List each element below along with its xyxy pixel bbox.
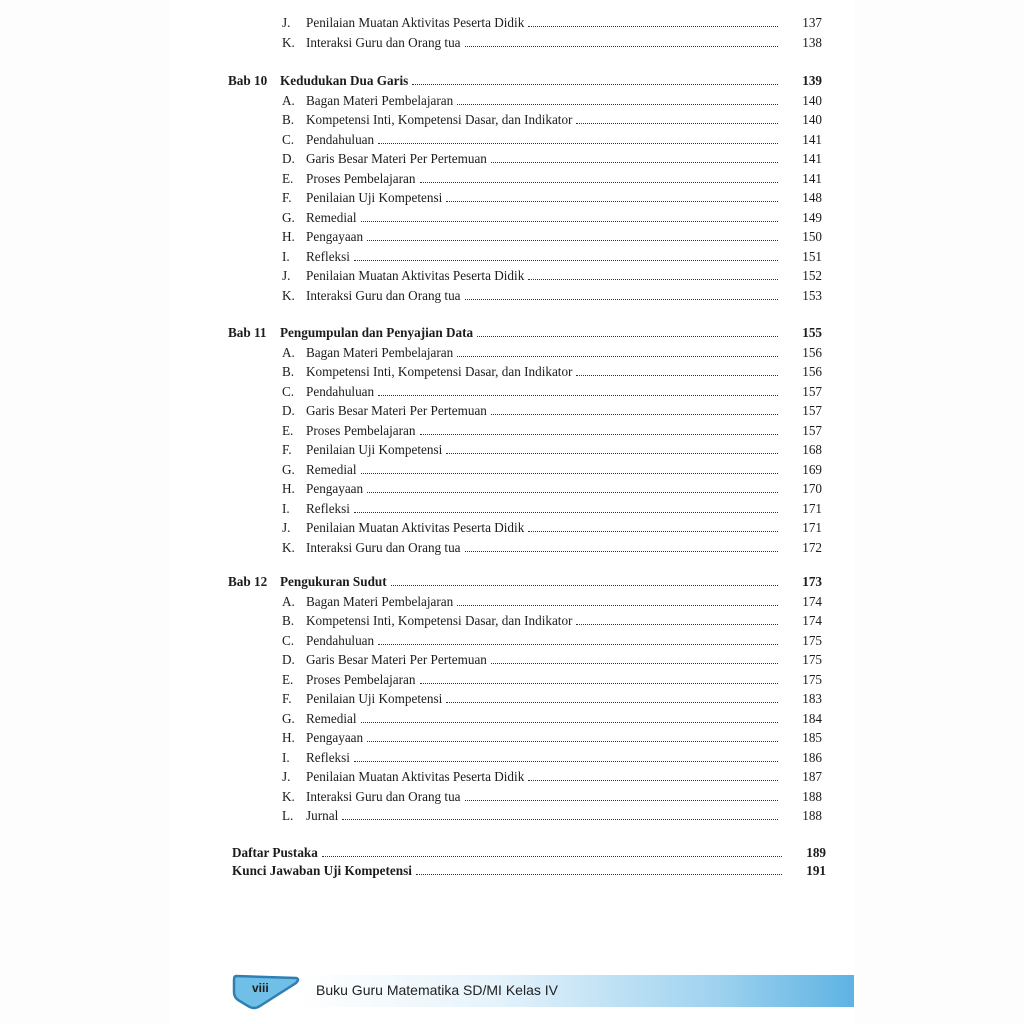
entry-title: Proses Pembelajaran <box>306 422 416 438</box>
dot-leader <box>576 611 778 625</box>
entry-page: 171 <box>802 500 822 516</box>
entry-line <box>280 572 822 591</box>
entry-line <box>306 806 822 825</box>
entry-letter: K. <box>282 287 295 303</box>
entry-line <box>306 499 822 518</box>
entry-line <box>306 286 822 305</box>
entry-letter: I. <box>282 248 290 264</box>
entry-page: 191 <box>806 863 826 878</box>
entry-letter: A. <box>282 344 295 360</box>
entry-title: Daftar Pustaka <box>232 845 318 860</box>
entry-title: Kompetensi Inti, Kompetensi Dasar, dan Indikator <box>306 112 573 127</box>
entry-title: Penilaian Uji Kompetensi <box>306 691 443 706</box>
dot-leader <box>416 861 782 875</box>
entry-page: 157 <box>802 383 822 399</box>
entry-letter: L. <box>282 808 294 823</box>
dot-leader <box>354 247 778 261</box>
entry-line <box>306 362 822 381</box>
entry-page: 174 <box>802 613 822 628</box>
dot-leader <box>367 479 778 493</box>
entry-letter: E. <box>282 170 294 186</box>
dot-leader <box>491 401 778 415</box>
entry-page: 157 <box>802 422 822 438</box>
entry-line <box>306 650 822 669</box>
entry-line <box>306 670 822 689</box>
dot-leader <box>354 499 778 513</box>
entry-line <box>306 728 822 747</box>
entry-title: Interaksi Guru dan Orang tua <box>306 34 461 50</box>
entry-page: 148 <box>802 190 822 205</box>
entry-line <box>232 861 826 880</box>
dot-leader <box>420 169 779 183</box>
entry-letter: E. <box>282 422 294 438</box>
dot-leader <box>361 460 778 474</box>
entry-title: Remedial <box>306 710 357 726</box>
entry-title: Garis Besar Materi Per Pertemuan <box>306 151 487 166</box>
entry-title: Kedudukan Dua Garis <box>280 73 409 88</box>
entry-page: 141 <box>802 151 822 166</box>
entry-line <box>306 631 822 650</box>
entry-line <box>306 130 822 149</box>
entry-page: 187 <box>802 769 822 784</box>
entry-letter: J. <box>282 769 291 784</box>
entry-letter: J. <box>282 268 291 283</box>
entry-page: 168 <box>802 442 822 457</box>
entry-line <box>306 91 822 110</box>
entry-title: Remedial <box>306 461 357 477</box>
entry-line <box>232 843 826 862</box>
entry-title: Pengumpulan dan Penyajian Data <box>280 325 474 340</box>
entry-line <box>306 460 822 479</box>
dot-leader <box>465 33 778 47</box>
entry-letter: K. <box>282 788 295 804</box>
entry-line <box>306 227 822 246</box>
entry-letter: A. <box>282 593 295 609</box>
entry-title: Remedial <box>306 209 357 225</box>
entry-title: Proses Pembelajaran <box>306 671 416 687</box>
dot-leader <box>465 538 778 552</box>
entry-page: 174 <box>802 593 822 609</box>
dot-leader <box>391 572 778 586</box>
entry-title: Penilaian Muatan Aktivitas Peserta Didik <box>306 769 525 784</box>
entry-line <box>306 518 822 537</box>
dot-leader <box>378 631 778 645</box>
entry-title: Pendahuluan <box>306 131 375 147</box>
entry-letter: I. <box>282 749 290 765</box>
entry-title: Pendahuluan <box>306 632 375 648</box>
entry-page: 155 <box>802 325 822 340</box>
entry-page: 150 <box>802 229 822 244</box>
entry-line <box>306 266 822 285</box>
dot-leader <box>491 650 778 664</box>
entry-letter: H. <box>282 481 295 496</box>
entry-title: Proses Pembelajaran <box>306 170 416 186</box>
dot-leader <box>457 592 778 606</box>
dot-leader <box>322 843 782 857</box>
dot-leader <box>446 188 778 202</box>
entry-page: 152 <box>802 268 822 283</box>
entry-letter: K. <box>282 34 295 50</box>
entry-title: Penilaian Muatan Aktivitas Peserta Didik <box>306 15 525 30</box>
entry-page: 189 <box>806 845 826 860</box>
entry-title: Kompetensi Inti, Kompetensi Dasar, dan Indikator <box>306 613 573 628</box>
entry-letter: F. <box>282 190 292 205</box>
entry-line <box>306 767 822 786</box>
entry-letter: B. <box>282 613 295 628</box>
entry-letter: J. <box>282 520 291 535</box>
entry-title: Refleksi <box>306 749 350 765</box>
dot-leader <box>491 149 778 163</box>
dot-leader <box>361 208 778 222</box>
entry-title: Refleksi <box>306 500 350 516</box>
chapter-label: Bab 11 <box>228 325 267 340</box>
entry-page: 156 <box>802 344 822 360</box>
entry-line <box>306 110 822 129</box>
entry-letter: K. <box>282 539 295 555</box>
dot-leader <box>367 728 778 742</box>
entry-letter: J. <box>282 15 291 30</box>
chapter-label: Bab 10 <box>228 73 268 88</box>
entry-page: 140 <box>802 112 822 127</box>
dot-leader <box>576 362 778 376</box>
entry-title: Garis Besar Materi Per Pertemuan <box>306 403 487 418</box>
entry-page: 175 <box>802 652 822 667</box>
entry-line <box>280 323 822 342</box>
entry-page: 141 <box>802 131 822 147</box>
entry-letter: G. <box>282 461 295 477</box>
entry-line <box>306 787 822 806</box>
entry-letter: B. <box>282 364 295 379</box>
entry-title: Pengayaan <box>306 229 364 244</box>
dot-leader <box>465 286 778 300</box>
page-number: viii <box>252 981 269 995</box>
entry-line <box>306 709 822 728</box>
entry-title: Pengayaan <box>306 730 364 745</box>
entry-letter: H. <box>282 730 295 745</box>
entry-page: 138 <box>802 34 822 50</box>
entry-title: Penilaian Muatan Aktivitas Peserta Didik <box>306 520 525 535</box>
entry-page: 173 <box>802 574 822 589</box>
entry-title: Interaksi Guru dan Orang tua <box>306 788 461 804</box>
entry-page: 184 <box>802 710 822 726</box>
entry-page: 175 <box>802 671 822 687</box>
dot-leader <box>446 440 778 454</box>
dot-leader <box>378 130 778 144</box>
entry-line <box>306 479 822 498</box>
entry-page: 188 <box>802 808 822 823</box>
entry-letter: D. <box>282 151 295 166</box>
entry-page: 183 <box>802 691 822 706</box>
entry-letter: C. <box>282 383 295 399</box>
entry-letter: D. <box>282 652 295 667</box>
entry-title: Penilaian Uji Kompetensi <box>306 190 443 205</box>
entry-letter: A. <box>282 92 295 108</box>
dot-leader <box>528 767 778 781</box>
entry-line <box>306 343 822 362</box>
entry-page: 140 <box>802 92 822 108</box>
dot-leader <box>528 266 778 280</box>
entry-page: 169 <box>802 461 822 477</box>
entry-line <box>306 13 822 32</box>
entry-page: 186 <box>802 749 822 765</box>
entry-line <box>306 188 822 207</box>
entry-line <box>306 401 822 420</box>
dot-leader <box>528 13 778 27</box>
entry-page: 170 <box>802 481 822 496</box>
footer-book-title: Buku Guru Matematika SD/MI Kelas IV <box>316 982 558 998</box>
entry-page: 171 <box>802 520 822 535</box>
entry-title: Garis Besar Materi Per Pertemuan <box>306 652 487 667</box>
entry-page: 185 <box>802 730 822 745</box>
entry-page: 172 <box>802 539 822 555</box>
dot-leader <box>576 110 778 124</box>
entry-line <box>306 169 822 188</box>
entry-page: 157 <box>802 403 822 418</box>
entry-title: Pengukuran Sudut <box>280 574 387 589</box>
entry-title: Jurnal <box>306 808 339 823</box>
entry-line <box>306 247 822 266</box>
entry-line <box>306 440 822 459</box>
entry-letter: D. <box>282 403 295 418</box>
chapter-label: Bab 12 <box>228 574 268 589</box>
entry-page: 137 <box>802 15 822 30</box>
dot-leader <box>361 709 778 723</box>
dot-leader <box>477 323 778 337</box>
entry-line <box>306 382 822 401</box>
entry-title: Bagan Materi Pembelajaran <box>306 92 454 108</box>
entry-letter: E. <box>282 671 294 687</box>
entry-line <box>306 149 822 168</box>
dot-leader <box>446 689 778 703</box>
entry-letter: F. <box>282 691 292 706</box>
entry-letter: I. <box>282 500 290 516</box>
dot-leader <box>457 91 778 105</box>
entry-line <box>306 33 822 52</box>
entry-page: 149 <box>802 209 822 225</box>
entry-letter: G. <box>282 710 295 726</box>
entry-letter: G. <box>282 209 295 225</box>
dot-leader <box>342 806 778 820</box>
entry-page: 153 <box>802 287 822 303</box>
entry-title: Pendahuluan <box>306 383 375 399</box>
dot-leader <box>378 382 778 396</box>
entry-title: Refleksi <box>306 248 350 264</box>
entry-letter: B. <box>282 112 295 127</box>
entry-letter: F. <box>282 442 292 457</box>
entry-page: 156 <box>802 364 822 379</box>
entry-title: Kompetensi Inti, Kompetensi Dasar, dan Indikator <box>306 364 573 379</box>
entry-page: 141 <box>802 170 822 186</box>
entry-title: Bagan Materi Pembelajaran <box>306 344 454 360</box>
entry-title: Pengayaan <box>306 481 364 496</box>
entry-letter: H. <box>282 229 295 244</box>
entry-line <box>280 71 822 90</box>
dot-leader <box>367 227 778 241</box>
entry-title: Interaksi Guru dan Orang tua <box>306 287 461 303</box>
entry-title: Bagan Materi Pembelajaran <box>306 593 454 609</box>
dot-leader <box>420 421 779 435</box>
entry-page: 175 <box>802 632 822 648</box>
entry-title: Penilaian Muatan Aktivitas Peserta Didik <box>306 268 525 283</box>
dot-leader <box>412 71 778 85</box>
entry-title: Kunci Jawaban Uji Kompetensi <box>232 863 412 878</box>
dot-leader <box>457 343 778 357</box>
dot-leader <box>420 670 779 684</box>
dot-leader <box>528 518 778 532</box>
entry-page: 188 <box>802 788 822 804</box>
entry-line <box>306 208 822 227</box>
entry-line <box>306 611 822 630</box>
entry-letter: C. <box>282 131 295 147</box>
entry-line <box>306 689 822 708</box>
entry-title: Interaksi Guru dan Orang tua <box>306 539 461 555</box>
entry-line <box>306 538 822 557</box>
entry-line <box>306 421 822 440</box>
dot-leader <box>354 748 778 762</box>
entry-page: 151 <box>802 248 822 264</box>
entry-title: Penilaian Uji Kompetensi <box>306 442 443 457</box>
entry-letter: C. <box>282 632 295 648</box>
entry-line <box>306 592 822 611</box>
entry-line <box>306 748 822 767</box>
entry-page: 139 <box>802 73 822 88</box>
dot-leader <box>465 787 778 801</box>
